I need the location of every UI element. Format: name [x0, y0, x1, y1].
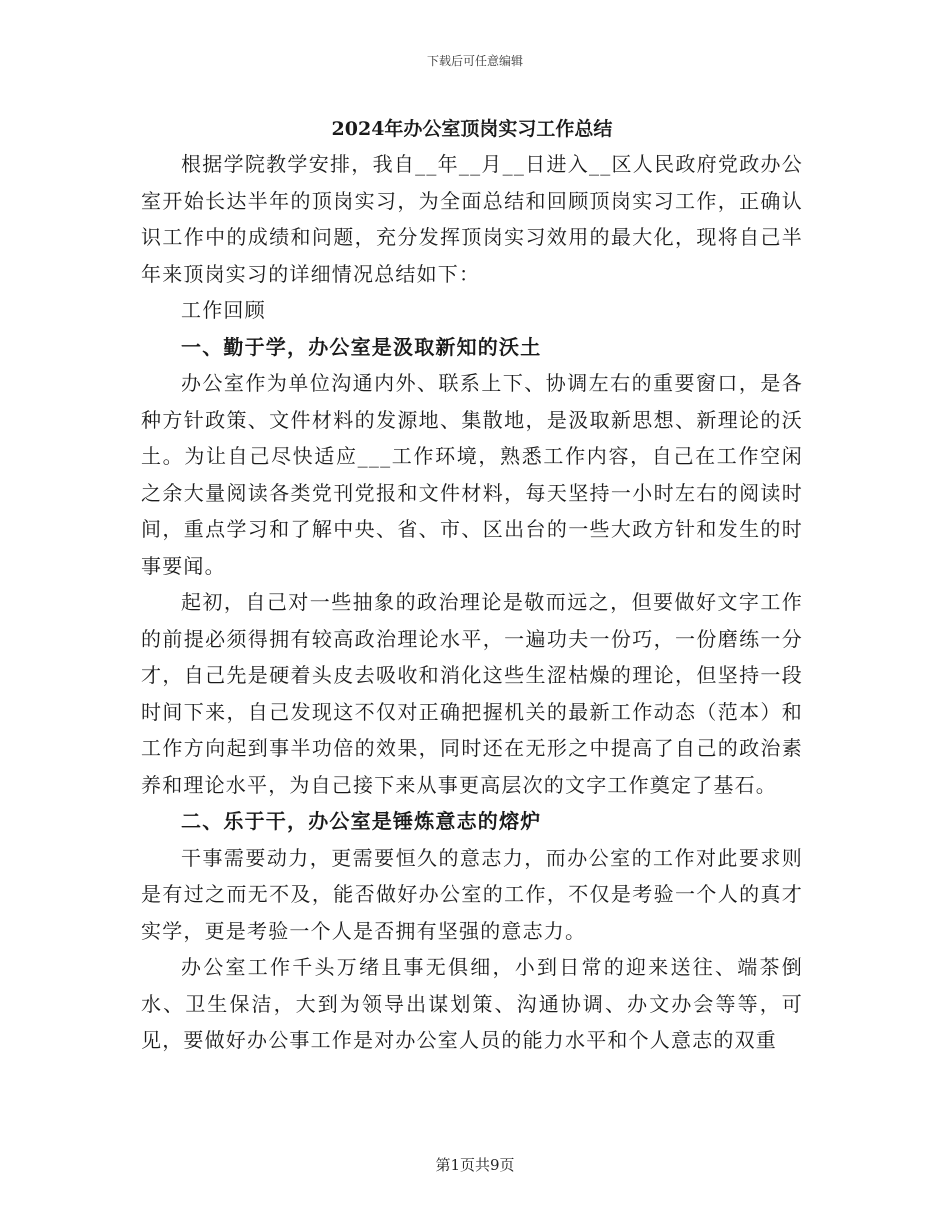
paragraph-section1-b: 起初，自己对一些抽象的政治理论是敬而远之，但要做好文字工作的前提必须得拥有较高政治理论水平，一遍功夫一份巧，一份磨练一分才，自己先是硬着头皮去吸收和消化这些生涩枯燥的理论，但坚持一段时间下来，自己发现这不仅对正确把握机关的最新工作动态（范本）和工作方向起到事半功倍的效果，同时还在无形之中提高了自己的政治素养和理论水平，为自己接下来从事更高层次的文字工作奠定了基石。 [141, 590, 803, 797]
document-title: 2024年办公室顶岗实习工作总结 [331, 118, 613, 140]
document-body [141, 112, 803, 1059]
page-footer: 第1页共9页 [435, 1156, 515, 1174]
section-heading-1: 一、勤于学，办公室是汲取新知的沃土 [181, 334, 542, 359]
paragraph-section2-a: 干事需要动力，更需要恒久的意志力，而办公室的工作对此要求则是有过之而无不及，能否做好办公室的工作，不仅是考验一个人的真才实学，更是考验一个人是否拥有坚强的意志力。 [141, 845, 803, 943]
section-heading-2: 二、乐于干，办公室是锤炼意志的熔炉 [181, 809, 542, 833]
paragraph-section1-a: 办公室作为单位沟通内外、联系上下、协调左右的重要窗口，是各种方针政策、文件材料的发源地、集散地，是汲取新思想、新理论的沃土。为让自己尽快适应___工作环境，熟悉工作内容，自己在工作空闲之余大量阅读各类党刊党报和文件材料，每天坚持一小时左右的阅读时间，重点学习和了解中央、省、市、区出台的一些大政方针和发生的时事要闻。 [141, 371, 803, 578]
paragraph-work-review: 工作回顾 [181, 298, 266, 322]
paragraph-intro: 根据学院教学安排，我自__年__月__日进入__区人民政府党政办公室开始长达半年的顶岗实习，为全面总结和回顾顶岗实习工作，正确认识工作中的成绩和问题，充分发挥顶岗实习效用的最大化，现将自己半年来顶岗实习的详细情况总结如下： [141, 152, 803, 286]
paragraph-section2-b: 办公室工作千头万绪且事无俱细，小到日常的迎来送往、端茶倒水、卫生保洁，大到为领导出谋划策、沟通协调、办文办会等等，可见，要做好办公事工作是对办公室人员的能力水平和个人意志的双重 [141, 955, 803, 1052]
page-header: 下载后可任意编辑 [426, 54, 523, 68]
